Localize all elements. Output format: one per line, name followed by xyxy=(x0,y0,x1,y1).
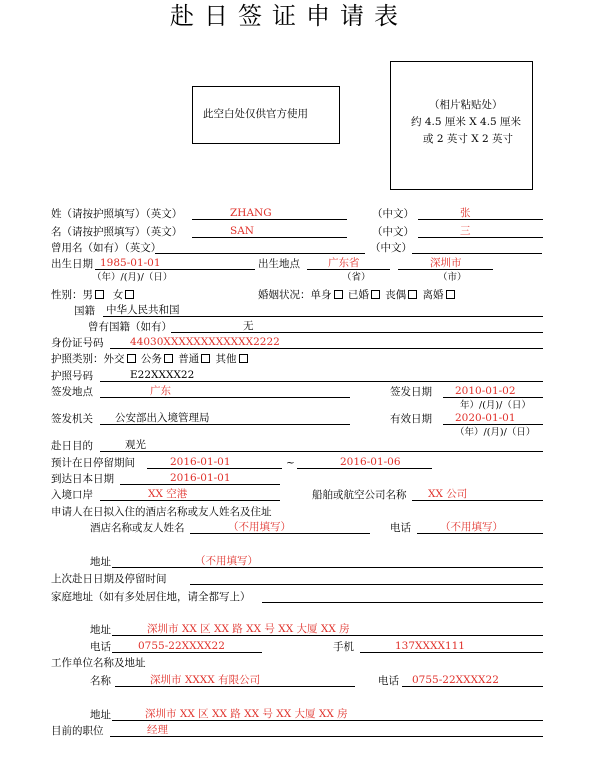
issue-date-label: 签发日期 xyxy=(390,386,432,398)
employer-address-field[interactable]: 深圳市 XX 区 XX 路 XX 号 XX 大厦 XX 房 xyxy=(145,708,348,720)
purpose-label: 赴日目的 xyxy=(51,440,93,452)
authority-field[interactable]: 公安部出入境管理局 xyxy=(115,412,210,424)
married-checkbox[interactable] xyxy=(371,290,380,299)
hotel-address-field[interactable]: （不用填写） xyxy=(195,555,258,567)
dob-field[interactable]: 1985-01-01 xyxy=(100,257,161,269)
expiry-field[interactable]: 2020-01-01 xyxy=(455,412,516,424)
former-nationality-field[interactable]: 无 xyxy=(243,320,254,332)
issue-place-field[interactable]: 广东 xyxy=(150,385,171,397)
official-use-box xyxy=(192,86,340,144)
given-zh-line xyxy=(418,237,543,238)
hotel-header: 申请人在日拟入住的酒店名称或友人姓名及住址 xyxy=(51,506,272,518)
given-name-label: 名（请按护照填写）（英文） xyxy=(51,226,183,238)
surname-en-field[interactable]: ZHANG xyxy=(230,207,272,219)
position-field[interactable]: 经理 xyxy=(147,724,168,736)
hotel-tel-label: 电话 xyxy=(390,522,411,534)
city-hint: （市） xyxy=(438,272,467,283)
employer-tel-label: 电话 xyxy=(378,675,399,687)
photo-line-2: 约 4.5 厘米 X 4.5 厘米 xyxy=(411,116,522,128)
former-zh-label: （中文） xyxy=(370,242,412,254)
surname-zh-line xyxy=(418,219,543,220)
dob-label: 出生日期 xyxy=(51,258,93,270)
surname-zh-label: （中文） xyxy=(372,208,414,220)
mobile-field[interactable]: 137XXXX111 xyxy=(395,640,465,652)
purpose-line xyxy=(100,451,543,452)
purpose-field[interactable]: 观光 xyxy=(125,439,146,451)
hotel-address-line xyxy=(112,567,543,568)
last-visit-line xyxy=(190,584,543,585)
stay-period-label: 预计在日停留期间 xyxy=(51,457,135,469)
stay-to-field[interactable]: 2016-01-06 xyxy=(340,456,401,468)
stay-tilde: ~ xyxy=(286,457,295,469)
male-checkbox[interactable] xyxy=(95,290,104,299)
issue-place-line xyxy=(100,397,350,398)
stay-from-field[interactable]: 2016-01-01 xyxy=(170,456,231,468)
surname-label: 姓（请按护照填写）（英文） xyxy=(51,208,183,220)
last-visit-label: 上次赴日日期及停留时间 xyxy=(51,573,167,585)
port-field[interactable]: XX 空港 xyxy=(148,488,188,500)
issue-date-hint: 年）/(月)/（日） xyxy=(460,400,531,411)
given-zh-field[interactable]: 三 xyxy=(460,225,471,237)
carrier-field[interactable]: XX 公司 xyxy=(428,488,468,500)
home-address-header: 家庭地址（如有多处居住地，请全都写上） xyxy=(51,591,251,603)
birthplace-label: 出生地点 xyxy=(258,258,300,270)
gender-label: 性别：男 女 xyxy=(51,288,136,302)
photo-line-1: （相片粘贴处） xyxy=(429,99,503,111)
official-checkbox[interactable] xyxy=(164,354,173,363)
widowed-checkbox[interactable] xyxy=(408,290,417,299)
position-label: 目前的职位 xyxy=(51,725,104,737)
former-zh-line xyxy=(412,253,542,254)
passport-type-label: 护照类别：外交 公务 普通 其他 xyxy=(51,352,250,366)
divorced-checkbox[interactable] xyxy=(446,290,455,299)
province-hint: （省） xyxy=(342,272,371,283)
position-line xyxy=(110,736,543,737)
home-street-label: 地址 xyxy=(90,624,111,636)
nationality-label: 国籍 xyxy=(74,305,95,317)
arrival-date-label: 到达日本日期 xyxy=(51,473,114,485)
issue-place-label: 签发地点 xyxy=(51,386,93,398)
expiry-label: 有效日期 xyxy=(390,413,432,425)
mobile-label: 手机 xyxy=(333,641,354,653)
city-field[interactable]: 深圳市 xyxy=(430,257,462,269)
issue-date-field[interactable]: 2010-01-02 xyxy=(455,385,516,397)
hotel-name-label: 酒店名称或友人姓名 xyxy=(90,522,185,534)
former-en-line xyxy=(155,253,365,254)
home-street-field[interactable]: 深圳市 XX 区 XX 路 XX 号 XX 大厦 XX 房 xyxy=(147,623,350,635)
former-nationality-label: 曾有国籍（如有） xyxy=(88,321,172,333)
passport-number-label: 护照号码 xyxy=(51,370,93,382)
hotel-name-field[interactable]: （不用填写） xyxy=(228,521,291,533)
home-tel-label: 电话 xyxy=(90,641,111,653)
female-checkbox[interactable] xyxy=(125,290,134,299)
home-tel-field[interactable]: 0755-22XXXX22 xyxy=(138,640,225,652)
port-label: 入境口岸 xyxy=(51,489,93,501)
dob-hint: （年）/(月)/（日） xyxy=(92,272,173,283)
given-en-line xyxy=(192,237,347,238)
single-checkbox[interactable] xyxy=(334,290,343,299)
surname-zh-field[interactable]: 张 xyxy=(460,207,471,219)
port-line xyxy=(100,500,280,501)
photo-line-3: 或 2 英寸 X 2 英寸 xyxy=(423,133,514,145)
home-address-header-line xyxy=(262,602,543,603)
authority-label: 签发机关 xyxy=(51,413,93,425)
employer-address-label: 地址 xyxy=(90,709,111,721)
employer-name-field[interactable]: 深圳市 XXXX 有限公司 xyxy=(150,674,261,686)
employer-header: 工作单位名称及地址 xyxy=(51,657,146,669)
marital-label: 婚姻状况：单身 已婚 丧偶 离婚 xyxy=(258,288,457,302)
former-nationality-line xyxy=(171,332,543,333)
ordinary-checkbox[interactable] xyxy=(201,354,210,363)
nationality-field[interactable]: 中华人民共和国 xyxy=(106,304,180,316)
employer-tel-field[interactable]: 0755-22XXXX22 xyxy=(412,674,499,686)
hotel-tel-field[interactable]: （不用填写） xyxy=(440,521,503,533)
province-field[interactable]: 广东省 xyxy=(328,257,360,269)
hotel-address-label: 地址 xyxy=(90,556,111,568)
photo-box xyxy=(390,61,533,190)
id-number-label: 身份证号码 xyxy=(51,337,104,349)
given-zh-label: （中文） xyxy=(372,226,414,238)
page-title: 赴日签证申请表 xyxy=(170,2,408,30)
employer-name-label: 名称 xyxy=(90,675,111,687)
passport-number-field[interactable]: E22XXXX22 xyxy=(130,369,195,381)
arrival-date-field[interactable]: 2016-01-01 xyxy=(170,472,231,484)
given-en-field[interactable]: SAN xyxy=(230,225,254,237)
other-checkbox[interactable] xyxy=(239,354,248,363)
expiry-hint: （年）/(月)/（日） xyxy=(455,427,536,438)
former-name-label: 曾用名（如有）（英文） xyxy=(51,242,162,254)
official-use-text: 此空白处仅供官方使用 xyxy=(203,108,308,120)
id-number-field[interactable]: 44030XXXXXXXXXXXX2222 xyxy=(130,336,280,348)
carrier-label: 船舶或航空公司名称 xyxy=(312,489,407,501)
diplomatic-checkbox[interactable] xyxy=(127,354,136,363)
